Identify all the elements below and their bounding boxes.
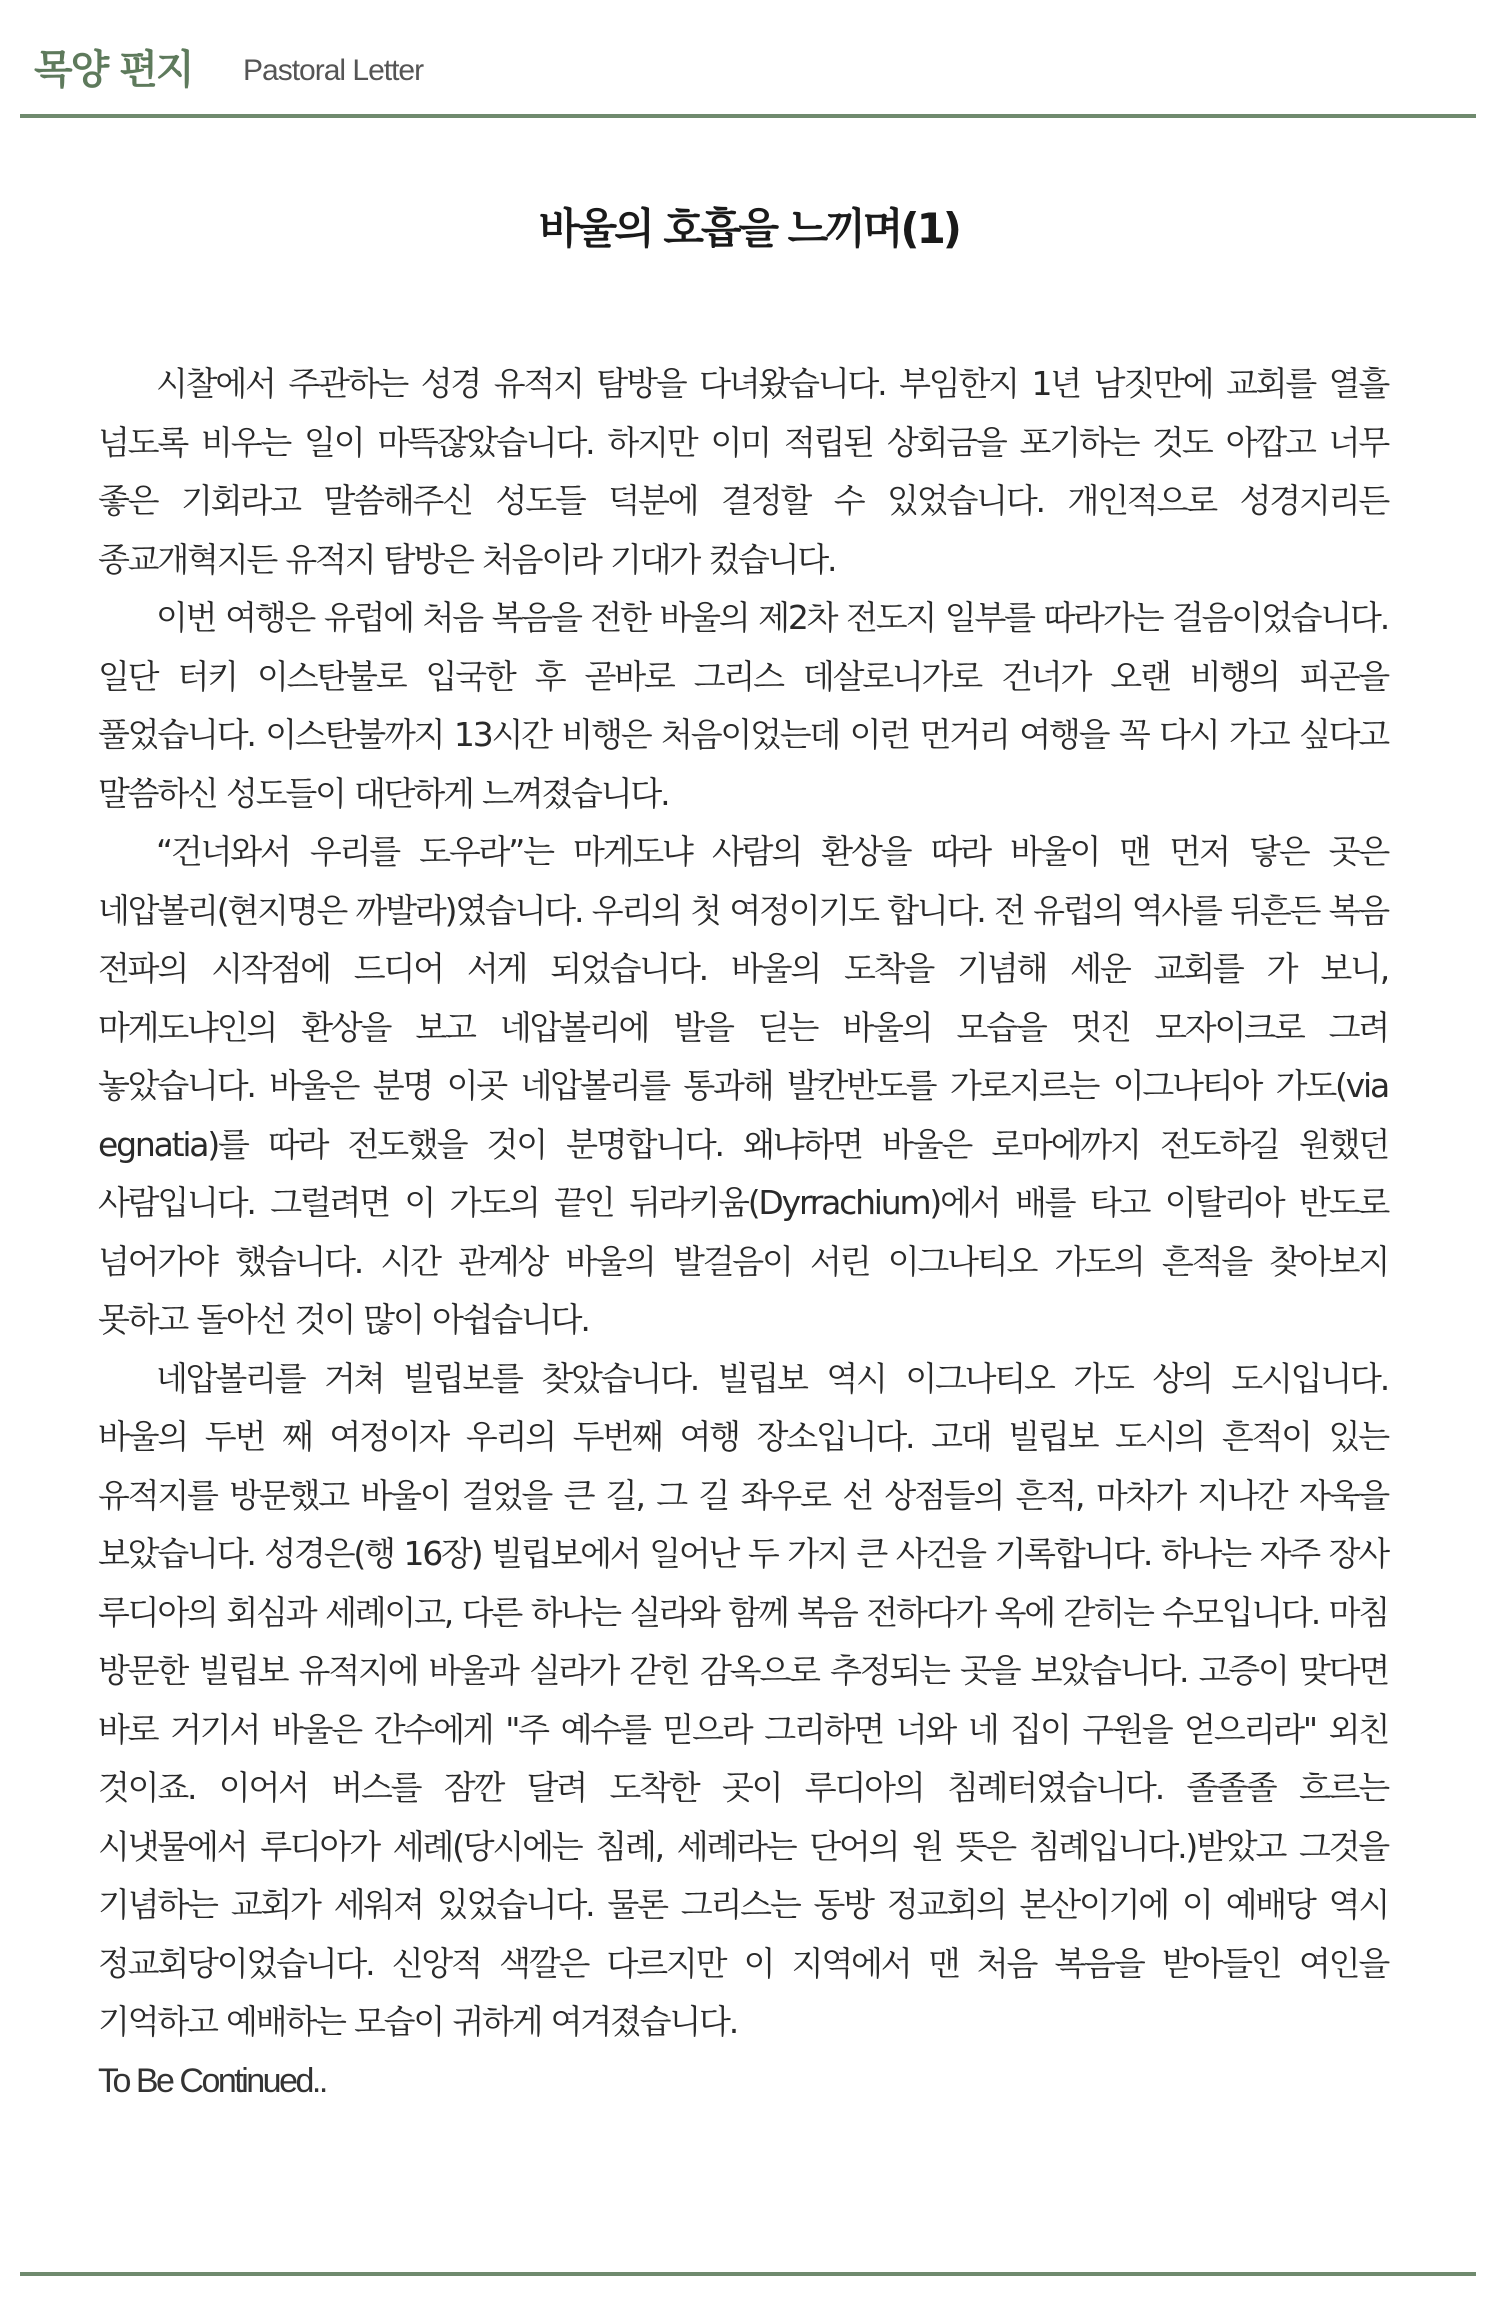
header-title: 목양 편지 [34,47,193,93]
article-title: 바울의 호흡을 느끼며(1) [538,204,959,253]
page-header [0,0,1498,118]
header-subtitle: Pastoral Letter [243,54,424,87]
article-body [98,355,1388,2110]
bottom-divider [20,2272,1476,2276]
top-divider [20,114,1476,118]
to-be-continued: To Be Continued.. [98,2061,326,2100]
paragraph-2: 이번 여행은 유럽에 처음 복음을 전한 바울의 제2차 전도지 일부를 따라가는 걸음이었습니다. 일단 터키 이스탄불로 입국한 후 곧바로 그리스 데살로니가로 건너가 오랜 비행의 피곤을 풀었습니다. 이스탄불까지 13시간 비행은 처음이었는데 이런 먼거리 여행을 꼭 다시 가고 싶다고 말씀하신 성도들이 대단하게 느껴졌습니다. [98,598,1388,813]
paragraph-1: 시찰에서 주관하는 성경 유적지 탐방을 다녀왔습니다. 부임한지 1년 남짓만에 교회를 열흘 넘도록 비우는 일이 마뜩잖았습니다. 하지만 이미 적립된 상회금을 포기하는 것도 아깝고 너무 좋은 기회라고 말씀해주신 성도들 덕분에 결정할 수 있었습니다. 개인적으로 성경지리든 종교개혁지든 유적지 탐방은 처음이라 기대가 컸습니다. [98,364,1388,579]
paragraph-3: “건너와서 우리를 도우라”는 마게도냐 사람의 환상을 따라 바울이 맨 먼저 닿은 곳은 네압볼리(현지명은 까발라)였습니다. 우리의 첫 여정이기도 합니다. 전 유럽의 역사를 뒤흔든 복음 전파의 시작점에 드디어 서게 되었습니다. 바울의 도착을 기념해 세운 교회를 가 보니, 마게도냐인의 환상을 보고 네압볼리에 발을 딛는 바울의 모습을 멋진 모자이크로 그려 놓았습니다. 바울은 분명 이곳 네압볼리를 통과해 발칸반도를 가로지르는 이그나티아 가도(via egnatia)를 따라 전도했을 것이 분명합니다. 왜냐하면 바울은 로마에까지 전도하길 원했던 사람입니다. 그럴려면 이 가도의 끝인 뒤라키움(Dyrrachium)에서 배를 타고 이탈리아 반도로 넘어가야 했습니다. 시간 관계상 바울의 발걸음이 서린 이그나티오 가도의 흔적을 찾아보지 못하고 돌아선 것이 많이 아쉽습니다. [98,832,1388,1339]
paragraph-4: 네압볼리를 거쳐 빌립보를 찾았습니다. 빌립보 역시 이그나티오 가도 상의 도시입니다. 바울의 두번 째 여정이자 우리의 두번째 여행 장소입니다. 고대 빌립보 도시의 흔적이 있는 유적지를 방문했고 바울이 걸었을 큰 길, 그 길 좌우로 선 상점들의 흔적, 마차가 지나간 자욱을 보았습니다. 성경은(행 16장) 빌립보에서 일어난 두 가지 큰 사건을 기록합니다. 하나는 자주 장사 루디아의 회심과 세례이고, 다른 하나는 실라와 함께 복음 전하다가 옥에 갇히는 수모입니다. 마침 방문한 빌립보 유적지에 바울과 실라가 갇힌 감옥으로 추정되는 곳을 보았습니다. 고증이 맞다면 바로 거기서 바울은 간수에게 "주 예수를 믿으라 그리하면 너와 네 집이 구원을 얻으리라" 외친 것이죠. 이어서 버스를 잠깐 달려 도착한 곳이 루디아의 침례터였습니다. 졸졸졸 흐르는 시냇물에서 루디아가 세례(당시에는 침례, 세례라는 단어의 원 뜻은 침례입니다.)받았고 그것을 기념하는 교회가 세워져 있었습니다. 물론 그리스는 동방 정교회의 본산이기에 이 예배당 역시 정교회당이었습니다. 신앙적 색깔은 다르지만 이 지역에서 맨 처음 복음을 받아들인 여인을 기억하고 예배하는 모습이 귀하게 여겨졌습니다. [98,1358,1388,2041]
